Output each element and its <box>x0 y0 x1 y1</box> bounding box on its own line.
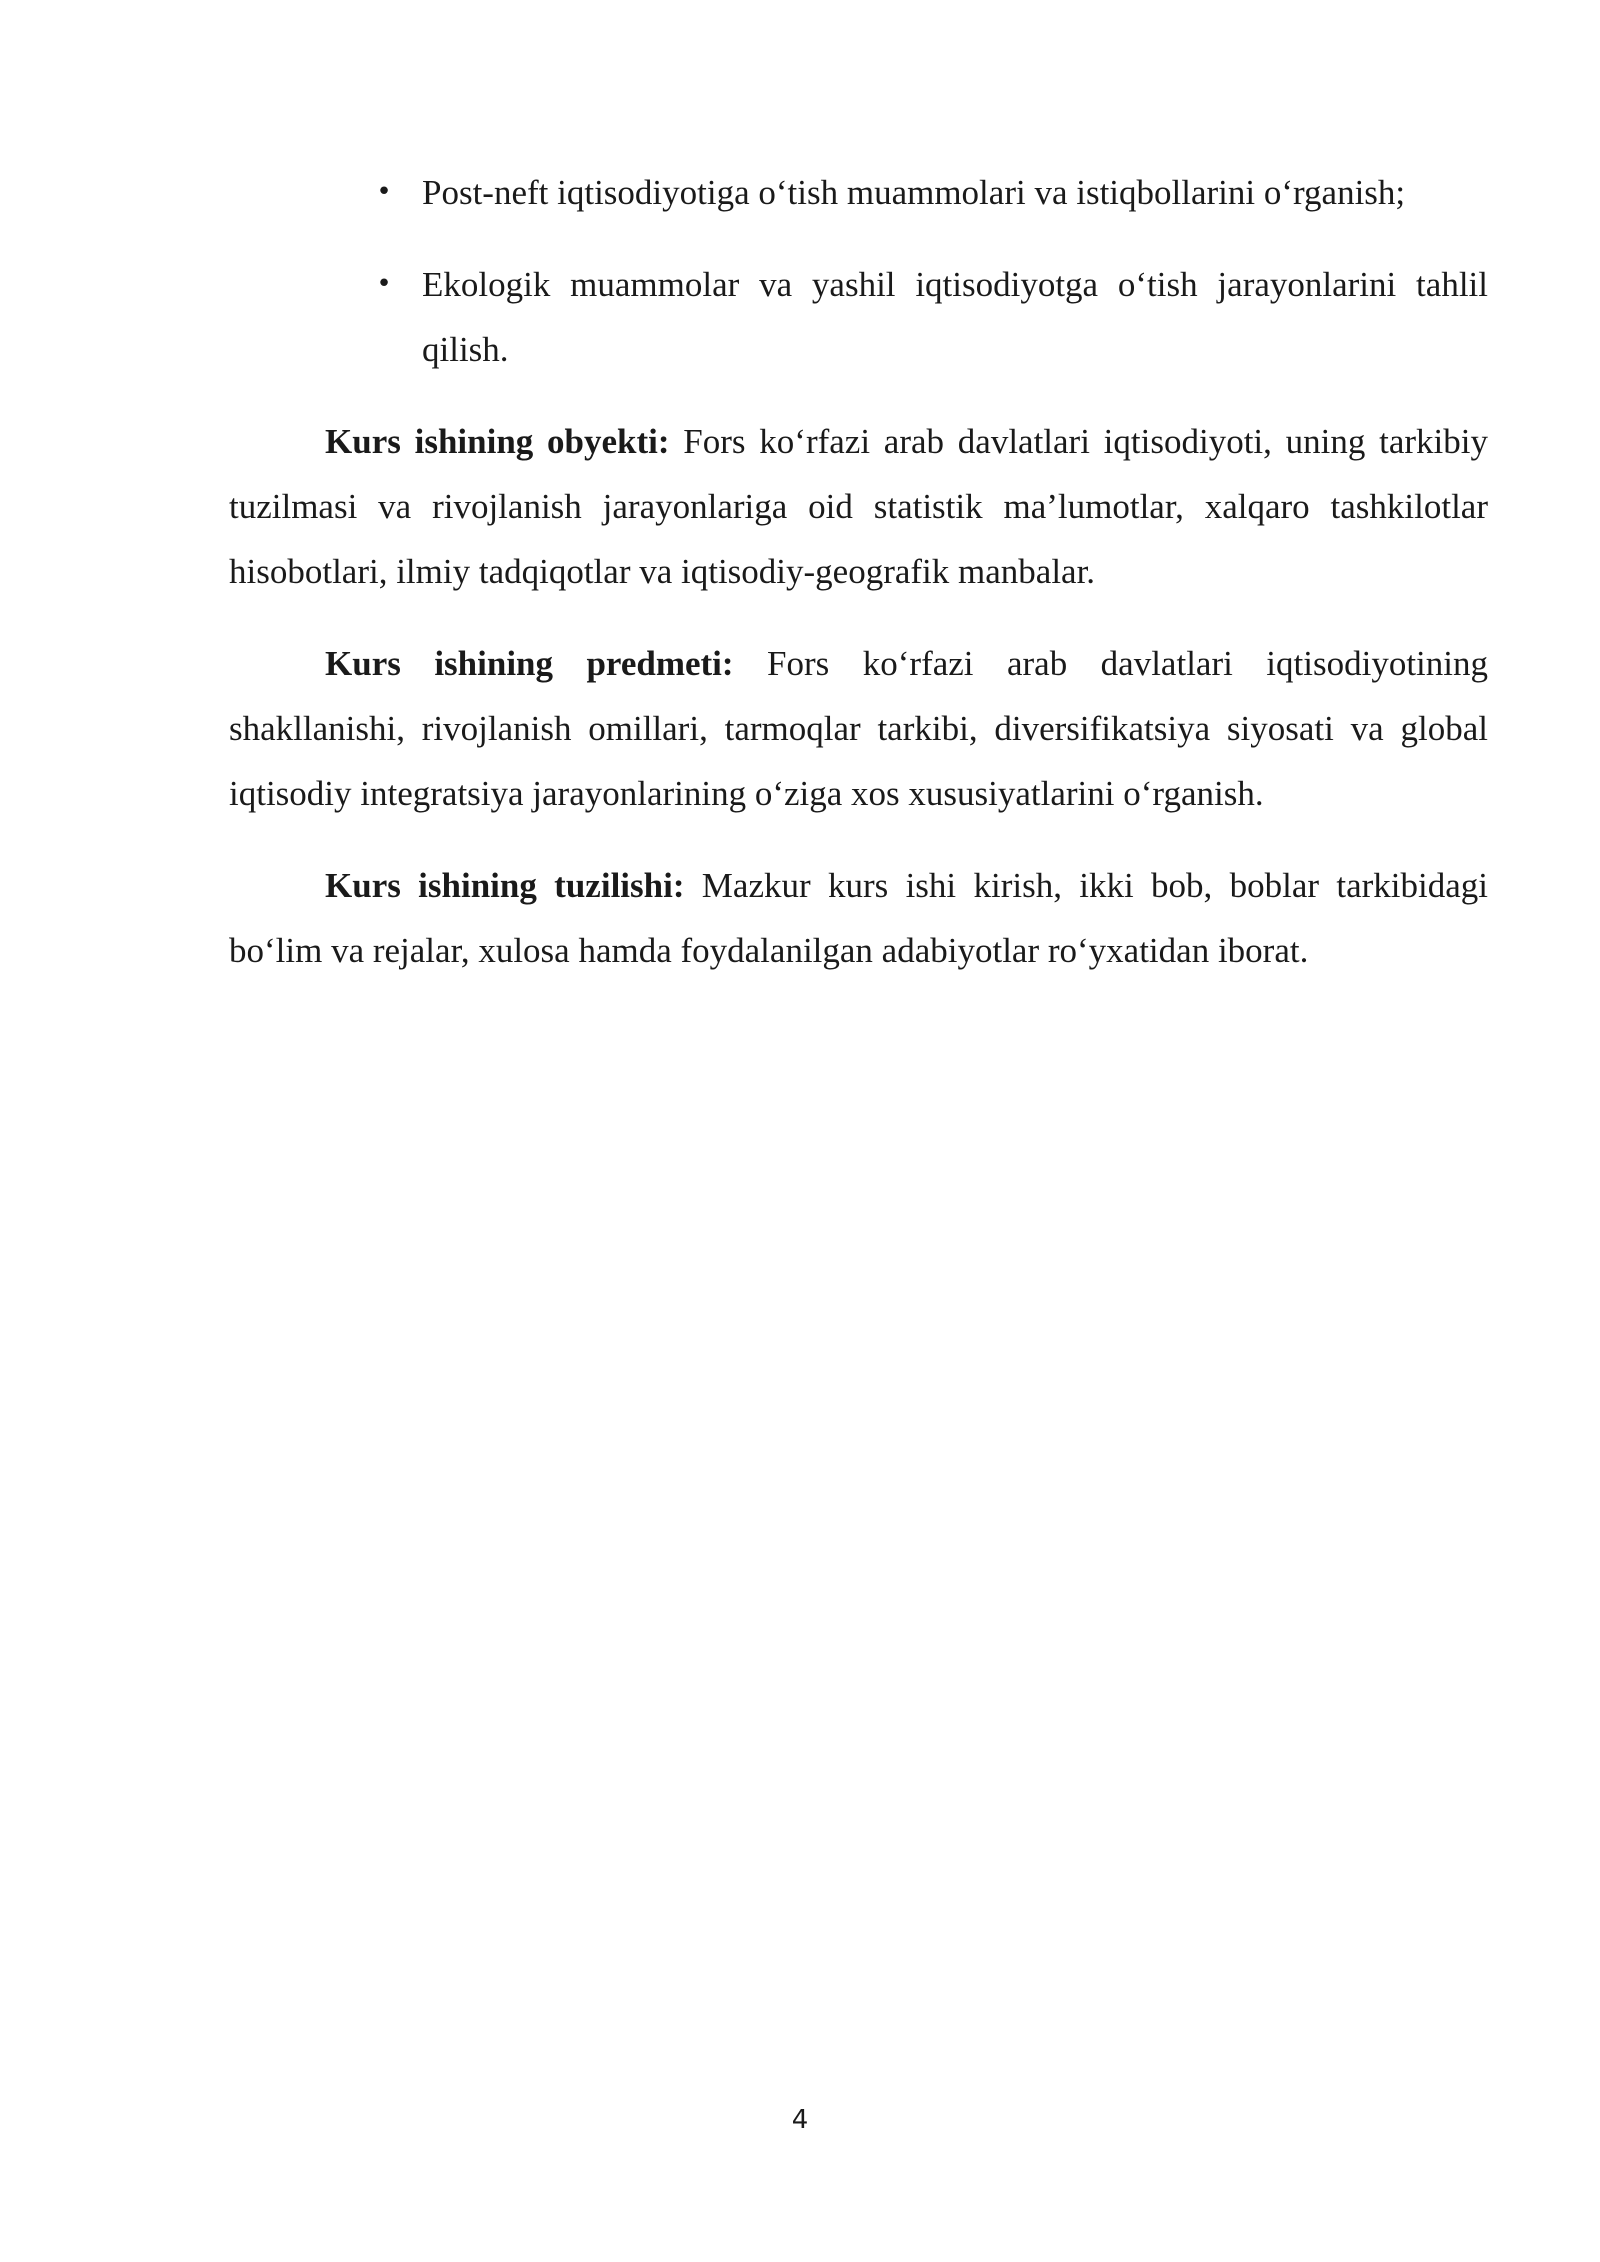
paragraph-subject <box>229 631 1488 826</box>
list-item-text: Ekologik muammolar va yashil iqtisodiyotga o‘tish jarayonlarini tahlil qilish. <box>422 265 1488 369</box>
page-number: 4 <box>791 2105 809 2135</box>
paragraph-lead: Kurs ishining predmeti: <box>325 644 734 683</box>
list-item <box>229 160 1488 225</box>
objectives-list <box>229 160 1488 382</box>
paragraph-text: Mazkur kurs ishi kirish, ikki bob, boblar tarkibidagi bo‘lim va rejalar, xulosa hamda foydalanilgan adabiyotlar ro‘yxatidan iborat. <box>229 866 1488 970</box>
paragraph-lead: Kurs ishining obyekti: <box>325 422 670 461</box>
paragraph-text: Fors ko‘rfazi arab davlatlari iqtisodiyotining shakllanishi, rivojlanish omillari, tarmoqlar tarkibi, diversifikatsiya siyosati va global iqtisodiy integratsiya jarayonlarining o‘ziga xos xususiyatlarini o‘rganish. <box>229 644 1488 813</box>
paragraph-text: Fors ko‘rfazi arab davlatlari iqtisodiyoti, uning tarkibiy tuzilmasi va rivojlanish jarayonlariga oid statistik ma’lumotlar, xalqaro tashkilotlar hisobotlari, ilmiy tadqiqotlar va iqtisodiy-geografik manbalar. <box>229 422 1488 591</box>
list-item <box>229 252 1488 382</box>
bullet-icon: • <box>376 177 392 207</box>
paragraph-object <box>229 409 1488 604</box>
paragraph-structure <box>229 853 1488 983</box>
page-body <box>229 160 1488 1010</box>
list-item-text: Post-neft iqtisodiyotiga o‘tish muammolari va istiqbollarini o‘rganish; <box>422 173 1406 212</box>
paragraph-lead: Kurs ishining tuzilishi: <box>325 866 685 905</box>
bullet-icon: • <box>376 269 392 299</box>
